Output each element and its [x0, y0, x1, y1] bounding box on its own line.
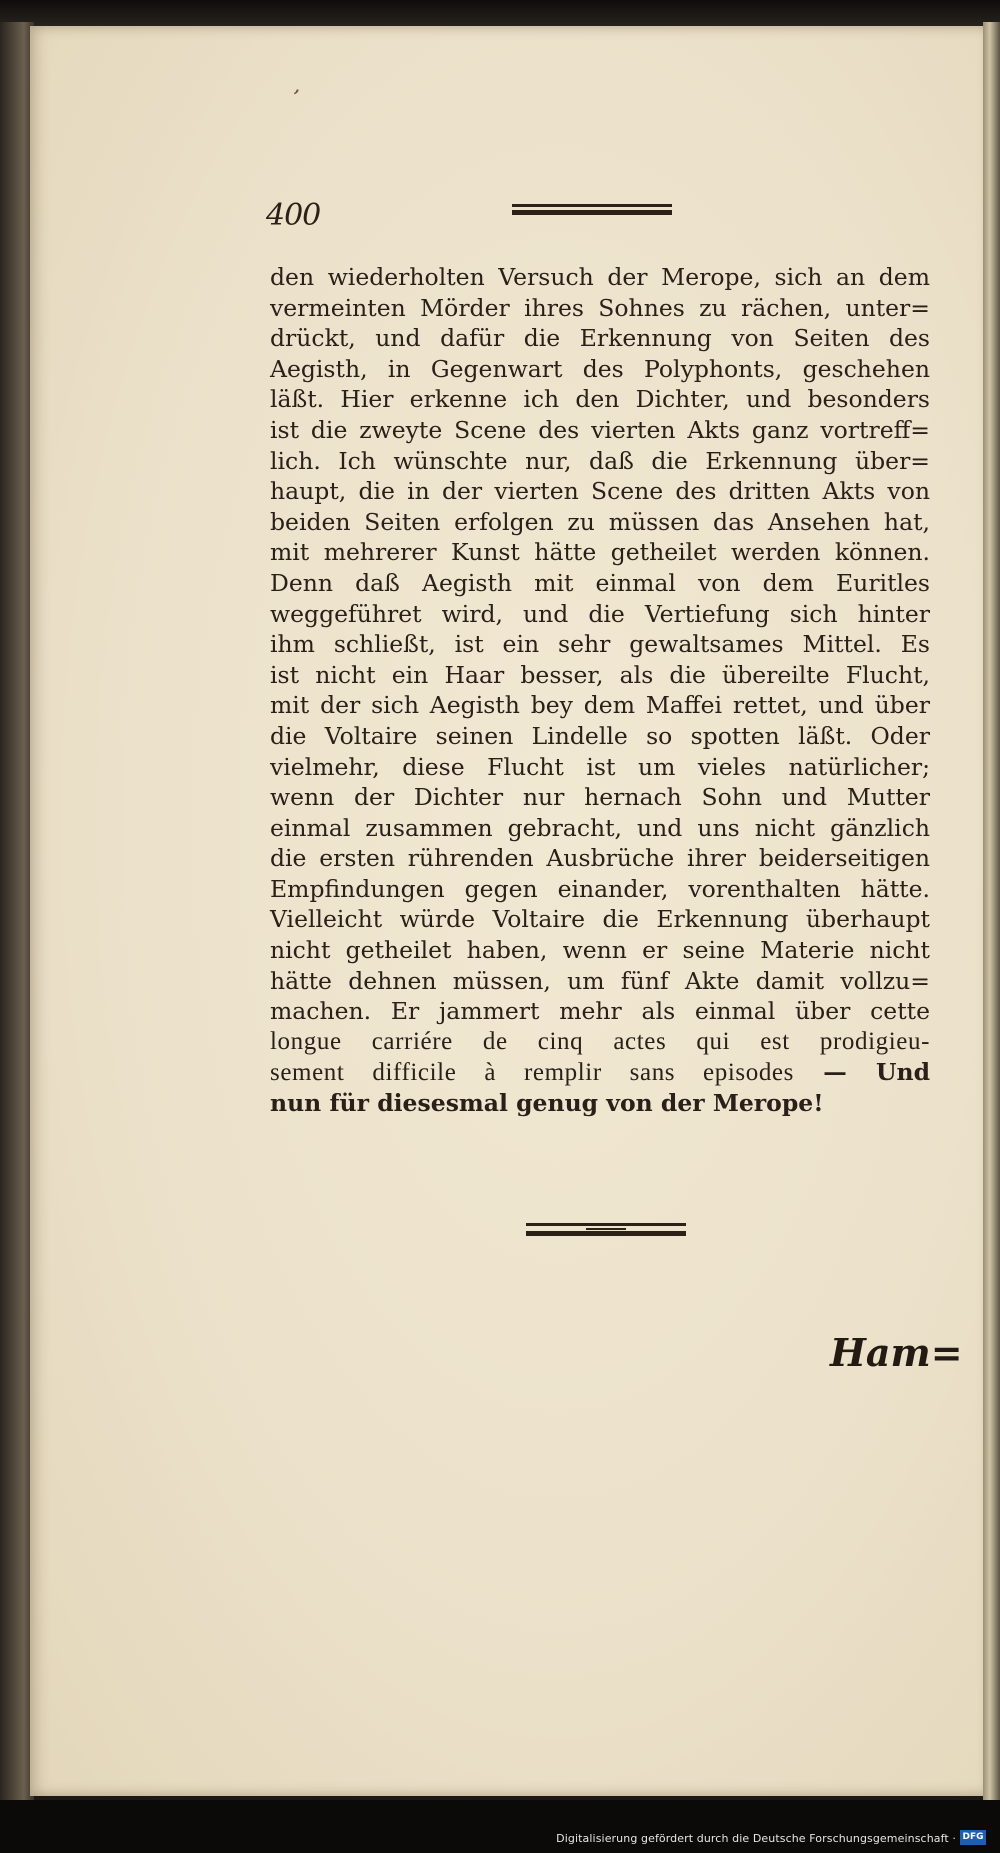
- catchword: Ham=: [830, 1330, 963, 1375]
- text-line: Empfindungen gegen einander, vorenthalten hätte.: [270, 874, 930, 903]
- text-line: die ersten rührenden Ausbrüche ihrer beiderseitigen: [270, 844, 930, 873]
- text-line: Aegisth, in Gegenwart des Polyphonts, geschehen: [270, 354, 930, 383]
- text-line: nicht getheilet haben, wenn er seine Materie nicht: [270, 936, 930, 965]
- closing-line: nun für diesesmal genug von der Merope!: [270, 1089, 824, 1118]
- text-line: mit der sich Aegisth bey dem Maffei rettet, und über: [270, 691, 930, 720]
- page-right-edge: [983, 22, 1000, 1802]
- page-number: 400: [266, 198, 321, 233]
- text-line: hätte dehnen müssen, um fünf Akte damit vollzu=: [270, 966, 930, 995]
- line-continuation: — Und: [793, 1058, 930, 1087]
- text-line: vermeinten Mörder ihres Sohnes zu rächen, unter=: [270, 293, 930, 322]
- text-line: mit mehrerer Kunst hätte getheilet werden können.: [270, 538, 930, 567]
- section-end-rule: [526, 1223, 686, 1236]
- text-line: läßt. Hier erkenne ich den Dichter, und besonders: [270, 385, 930, 414]
- text-line: vielmehr, diese Flucht ist um vieles natürlicher;: [270, 752, 930, 781]
- dfg-logo: DFG: [960, 1830, 986, 1845]
- text-line: ist die zweyte Scene des vierten Akts ganz vortreff=: [270, 415, 930, 444]
- scan-footer-bar: [0, 1800, 1000, 1853]
- stray-ink-mark: ʼ: [286, 85, 301, 112]
- text-line: wenn der Dichter nur hernach Sohn und Mutter: [270, 783, 930, 812]
- french-quote-text: sement difficile à remplir sans episodes: [270, 1059, 794, 1087]
- text-line: beiden Seiten erfolgen zu müssen das Ansehen hat,: [270, 507, 930, 536]
- text-line: ihm schließt, ist ein sehr gewaltsames Mittel. Es: [270, 630, 930, 659]
- text-line: drückt, und dafür die Erkennung von Seiten des: [270, 324, 930, 353]
- book-spine-edge: [0, 22, 34, 1802]
- text-line: ist nicht ein Haar besser, als die übereilte Flucht,: [270, 660, 930, 689]
- text-line: den wiederholten Versuch der Merope, sich an dem: [270, 263, 930, 291]
- text-line: haupt, die in der vierten Scene des dritten Akts von: [270, 477, 930, 506]
- header-rule: [512, 204, 672, 215]
- body-text: [270, 262, 930, 1119]
- french-quote-line-end: [270, 1057, 930, 1088]
- text-line: einmal zusammen gebracht, und uns nicht gänzlich: [270, 813, 930, 842]
- text-line: Denn daß Aegisth mit einmal von dem Euritles: [270, 568, 930, 597]
- text-line: die Voltaire seinen Lindelle so spotten läßt. Oder: [270, 721, 930, 750]
- text-line: weggeführet wird, und die Vertiefung sich hinter: [270, 599, 930, 628]
- text-line: machen. Er jammert mehr als einmal über cette: [270, 997, 930, 1026]
- text-line: Vielleicht würde Voltaire die Erkennung überhaupt: [270, 905, 930, 934]
- digitization-credit: Digitalisierung gefördert durch die Deutsche Forschungsgemeinschaft ·: [556, 1832, 956, 1845]
- french-quote-line: longue carriére de cinq actes qui est prodigieu-: [270, 1027, 930, 1055]
- text-line: lich. Ich wünschte nur, daß die Erkennung über=: [270, 446, 930, 475]
